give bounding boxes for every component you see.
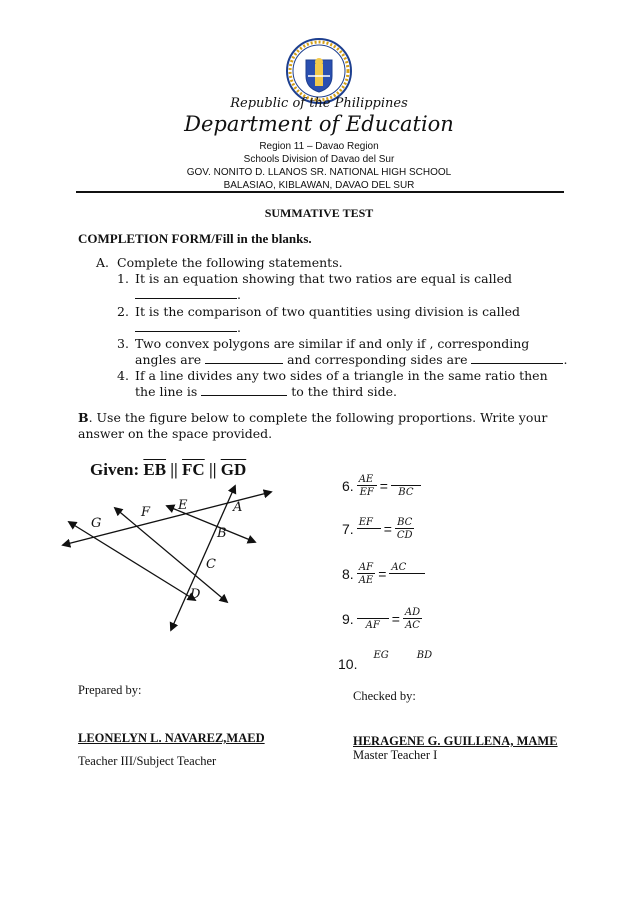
- proportion-6: [342, 474, 421, 498]
- proportion-10-clip: [338, 650, 448, 672]
- parallel-symbol: ||: [170, 460, 178, 479]
- section-b-line2: answer on the space provided.: [78, 426, 273, 441]
- prepared-by-role: Teacher III/Subject Teacher: [78, 754, 217, 768]
- item-3-number: 3.: [117, 336, 129, 351]
- label-a: A: [233, 500, 243, 515]
- proportion-number: 10.: [338, 656, 358, 672]
- answer-blank[interactable]: [135, 287, 237, 299]
- proportion-10: [338, 650, 448, 672]
- equals-sign: =: [379, 478, 388, 494]
- numerator: AE: [357, 474, 377, 486]
- proportion-number: 7.: [342, 521, 354, 537]
- header-republic: Republic of the Philippines: [230, 96, 408, 111]
- denominator: AE: [358, 575, 374, 586]
- fraction-left: [371, 650, 390, 662]
- numerator-blank[interactable]: [391, 474, 421, 486]
- checked-by-name: HERAGENE G. GUILLENA, MAME: [353, 734, 558, 748]
- proportion-number: 9.: [342, 611, 354, 627]
- item-3-text: Two convex polygons are similar if and only if , corresponding: [135, 336, 530, 351]
- header-division: Schools Division of Davao del Sur: [243, 154, 395, 165]
- proportion-number: 8.: [342, 566, 354, 582]
- proportion-number: 6.: [342, 478, 354, 494]
- header-address: BALASIAO, KIBLAWAN, DAVAO DEL SUR: [223, 180, 415, 191]
- segment-fc: $\overline{FC}$: [182, 460, 205, 479]
- denominator: [417, 661, 421, 662]
- equals-sign: =: [391, 611, 400, 627]
- label-f: F: [141, 505, 151, 520]
- item-1-answer: .: [135, 287, 241, 303]
- numerator: AC: [389, 562, 425, 574]
- deped-seal-logo: [286, 38, 352, 104]
- prepared-by-label: Prepared by:: [78, 683, 142, 697]
- fraction-right: [403, 607, 422, 631]
- fraction-left: [357, 474, 377, 498]
- item-1-text: It is an equation showing that two ratios are equal is called: [135, 271, 512, 286]
- denominator: CD: [396, 530, 413, 541]
- label-e: E: [178, 498, 188, 513]
- proportion-9: [342, 607, 422, 631]
- item-1-number: 1.: [117, 271, 129, 286]
- fraction-right: [395, 517, 415, 541]
- answer-blank[interactable]: [205, 352, 283, 364]
- section-a-heading: COMPLETION FORM/Fill in the blanks.: [78, 231, 312, 246]
- numerator: BD: [416, 650, 433, 661]
- checked-by-label: Checked by:: [353, 689, 416, 703]
- proportion-8: [342, 562, 425, 586]
- parallel-symbol: ||: [208, 460, 217, 479]
- section-b-instruction: [78, 410, 547, 426]
- prepared-by-name: LEONELYN L. NAVAREZ,MAED: [78, 731, 265, 745]
- denominator: AF: [365, 620, 380, 631]
- given-label: Given:: [90, 460, 140, 479]
- header-school: GOV. NONITO D. LLANOS SR. NATIONAL HIGH SCHOOL: [186, 167, 452, 178]
- answer-blank[interactable]: [135, 320, 237, 332]
- section-b-line1: . Use the figure below to complete the following proportions. Write your: [88, 410, 548, 425]
- answer-blank[interactable]: [471, 352, 563, 364]
- numerator: EG: [373, 650, 389, 661]
- denominator: [379, 661, 383, 662]
- label-c: C: [206, 557, 216, 572]
- label-b: B: [217, 526, 227, 541]
- item-4-text: If a line divides any two sides of a triangle in the same ratio then: [135, 368, 548, 383]
- item-2-text: It is the comparison of two quantities using division is called: [135, 304, 521, 319]
- item-4-line-text: the line is: [135, 384, 198, 399]
- numerator: AD: [404, 607, 421, 618]
- numerator: BC: [397, 517, 413, 528]
- triangle-figure: [55, 478, 285, 638]
- label-g: G: [91, 516, 102, 531]
- fraction-right: [405, 650, 434, 662]
- item-3-line2: angles are and corresponding sides are .: [135, 352, 568, 367]
- item-3-sides-text: and corresponding sides are: [287, 352, 468, 367]
- denominator-blank[interactable]: [357, 529, 381, 541]
- item-2-number: 2.: [117, 304, 129, 319]
- section-a-instruction: Complete the following statements.: [117, 255, 343, 270]
- answer-blank[interactable]: [201, 384, 287, 396]
- proportion-7: [342, 517, 415, 541]
- fraction-left: [357, 562, 376, 586]
- fraction-left: [357, 607, 389, 631]
- header-department: Department of Education: [184, 112, 454, 136]
- fraction-right: [391, 474, 421, 498]
- given-statement: [90, 460, 246, 480]
- segment-gd: $\overline{GD}$: [220, 460, 247, 479]
- header-region: Region 11 – Davao Region: [259, 141, 379, 152]
- denominator: EF: [359, 487, 374, 498]
- numerator: AF: [358, 562, 374, 573]
- denominator: AC: [405, 620, 420, 631]
- fraction-right: [389, 562, 425, 586]
- item-4-number: 4.: [117, 368, 129, 383]
- parallel-line-gd: [69, 522, 195, 600]
- item-3-angles-text: angles are: [135, 352, 202, 367]
- denominator-blank[interactable]: [405, 574, 409, 586]
- equals-sign: =: [378, 566, 387, 582]
- item-2-answer: .: [135, 320, 241, 336]
- checked-by-role: Master Teacher I: [353, 748, 438, 762]
- test-title: SUMMATIVE TEST: [264, 206, 374, 220]
- segment-eb: $\overline{EB}$: [143, 460, 167, 479]
- numerator-blank[interactable]: [357, 607, 389, 619]
- header-divider: [76, 191, 564, 193]
- numerator: EF: [357, 517, 381, 529]
- section-a-letter: A.: [96, 255, 110, 270]
- item-4-third-side-text: to the third side.: [291, 384, 398, 399]
- equals-sign: =: [383, 521, 392, 537]
- denominator: BC: [398, 487, 414, 498]
- section-b-letter: B: [78, 410, 89, 425]
- label-d: D: [190, 587, 201, 602]
- item-4-line2: [135, 384, 397, 400]
- parallel-line-fc: [115, 508, 227, 602]
- fraction-left: [357, 517, 381, 541]
